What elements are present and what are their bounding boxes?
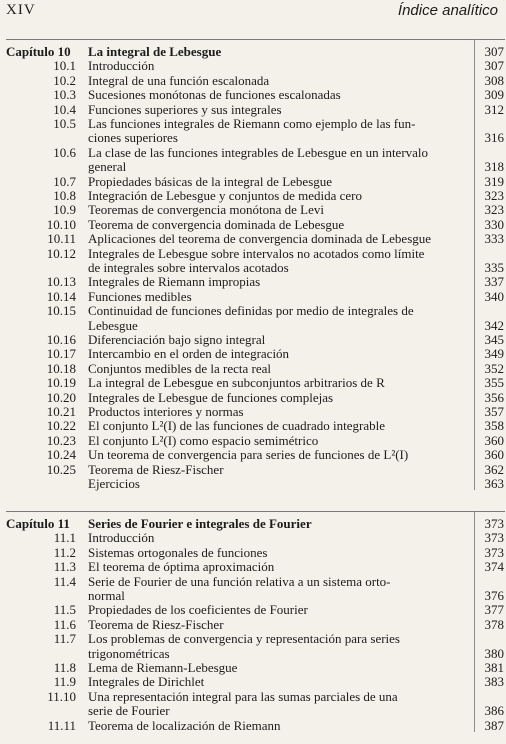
section-number: 10.23: [46, 432, 76, 448]
section-number: 10.11: [47, 231, 76, 247]
section-number: 10.18: [46, 360, 76, 376]
section-title: La integral de Lebesgue en subconjuntos arbitrarios de R: [88, 375, 385, 391]
section-title: Integrales de Lebesgue de funciones complejas: [88, 389, 334, 405]
section-page: 373: [484, 544, 504, 560]
section-number: 10.14: [46, 288, 76, 304]
section-number: 10.10: [46, 216, 76, 232]
section-page: 378: [484, 616, 504, 632]
section-number: 10.20: [46, 389, 76, 405]
section-page: 387: [484, 717, 504, 733]
chapter-title: Series de Fourier e integrales de Fourier: [88, 516, 312, 531]
section-number: 10.19: [46, 375, 76, 391]
section-number: 10.5: [53, 116, 76, 131]
section-page: 380: [484, 645, 504, 661]
section-title: Funciones medibles: [88, 288, 192, 304]
section-title: Integrales de Dirichlet: [88, 674, 205, 690]
chapter-rule: [6, 511, 505, 512]
section-title: Serie de Fourier de una función relativa a un sistema orto-: [88, 573, 391, 589]
section-number: 11.9: [53, 674, 76, 690]
section-number: 10.22: [46, 418, 76, 434]
section-page: 312: [484, 101, 504, 117]
section-number: 10.6: [53, 144, 76, 160]
section-page: 363: [484, 476, 504, 491]
page-column-rule: [474, 511, 475, 732]
section-title: Propiedades básicas de la integral de Lebesgue: [88, 173, 333, 189]
section-page: 340: [484, 288, 504, 304]
section-title: El conjunto L²(I) de las funciones de cuadrado integrable: [88, 418, 386, 434]
section-title: Teorema de Riesz-Fischer: [88, 461, 224, 477]
section-page: 349: [484, 346, 504, 362]
section-title: Introducción: [88, 530, 155, 546]
section-page: 373: [484, 530, 504, 546]
section-page: 352: [484, 360, 504, 376]
section-title: Sucesiones monótonas de funciones escalonadas: [88, 87, 341, 103]
section-page: 307: [484, 58, 504, 74]
section-number: 10.2: [53, 72, 76, 88]
section-title: Integral de una función escalonada: [88, 72, 270, 88]
section-number: 10.3: [53, 87, 76, 103]
section-title: Teoremas de convergencia monótona de Levi: [88, 202, 325, 218]
section-title: Teorema de convergencia dominada de Lebesgue: [88, 216, 345, 232]
section-title: Conjuntos medibles de la recta real: [88, 360, 272, 376]
section-number: 11.8: [53, 660, 76, 675]
section-title: Propiedades de los coeficientes de Fourier: [88, 602, 308, 618]
section-page: 330: [484, 216, 504, 232]
section-page: 323: [484, 188, 504, 203]
section-title: Aplicaciones del teorema de convergencia dominada de Lebesgue: [88, 231, 432, 247]
section-title: La clase de las funciones integrables de Lebesgue en un intervalo: [88, 144, 429, 160]
section-title: Integrales de Riemann impropias: [88, 274, 261, 290]
section-title: serie de Fourier: [88, 703, 170, 719]
section-page: 362: [484, 461, 504, 477]
section-number: 11.5: [53, 602, 76, 618]
section-page: 308: [484, 72, 504, 88]
section-number: 10.21: [46, 404, 76, 419]
section-title: Una representación integral para las sumas parciales de una: [88, 688, 398, 704]
section-number: 10.17: [46, 346, 76, 362]
section-page: 374: [484, 559, 504, 575]
section-number: 10.8: [53, 188, 76, 203]
chapter-label: Capítulo 11: [6, 516, 70, 531]
section-number: 11.1: [53, 530, 76, 546]
section-number: 11.3: [53, 559, 76, 575]
section-title: Ejercicios: [88, 476, 140, 491]
section-title: Integración de Lebesgue y conjuntos de medida cero: [88, 188, 362, 203]
chapter-title: La integral de Lebesgue: [88, 44, 222, 59]
section-page: 337: [484, 274, 504, 290]
section-title: Teorema de Riesz-Fischer: [88, 616, 224, 632]
section-number: 10.12: [46, 245, 76, 261]
section-title: Diferenciación bajo signo integral: [88, 332, 266, 347]
section-page: 319: [484, 173, 504, 189]
section-title: El conjunto L²(I) como espacio semimétrico: [88, 432, 319, 448]
toc-entry: [0, 718, 506, 734]
section-title: Sistemas ortogonales de funciones: [88, 544, 268, 560]
section-title: Teorema de localización de Riemann: [88, 717, 281, 733]
section-title: Productos interiores y normas: [88, 404, 244, 419]
section-title: El teorema de óptima aproximación: [88, 559, 275, 575]
section-title: Lebesgue: [88, 317, 138, 333]
section-number: 10.13: [46, 274, 76, 290]
section-number: 11.10: [47, 688, 76, 704]
section-page: 309: [484, 87, 504, 103]
section-title: Lema de Riemann-Lebesgue: [88, 660, 238, 675]
section-page: 360: [484, 432, 504, 448]
section-number: 10.25: [46, 461, 76, 477]
section-page: 335: [484, 260, 504, 275]
section-number: 10.4: [53, 101, 76, 117]
section-number: 10.7: [53, 173, 76, 189]
chapter-rule: [6, 39, 505, 40]
section-page: 355: [484, 375, 504, 391]
toc-entry: [0, 476, 506, 492]
section-page: 358: [484, 418, 504, 434]
section-page: 376: [484, 588, 504, 603]
section-title: Integrales de Lebesgue sobre intervalos no acotados como límite: [88, 245, 425, 261]
section-page: 360: [484, 447, 504, 463]
section-page: 383: [484, 674, 504, 690]
section-title: Las funciones integrales de Riemann como ejemplo de las fun-: [88, 116, 416, 131]
section-page: 316: [484, 130, 504, 146]
section-page: 323: [484, 202, 504, 218]
section-number: 11.2: [53, 544, 76, 560]
section-title: Intercambio en el orden de integración: [88, 346, 290, 362]
section-number: 11.7: [53, 631, 76, 647]
section-number: 10.15: [46, 303, 76, 319]
section-number: 10.1: [53, 58, 76, 74]
section-number: 10.24: [46, 447, 76, 463]
running-title: Índice analítico: [397, 2, 498, 19]
section-title: Funciones superiores y sus integrales: [88, 101, 282, 117]
section-title: Introducción: [88, 58, 155, 74]
chapter-page: 307: [484, 44, 504, 59]
chapter-page: 373: [484, 516, 504, 531]
section-number: 11.6: [53, 616, 76, 632]
section-page: 342: [484, 317, 504, 333]
section-title: Los problemas de convergencia y representación para series: [88, 631, 400, 647]
section-title: general: [88, 159, 127, 175]
section-page: 333: [484, 231, 504, 247]
section-page: 345: [484, 332, 504, 347]
section-number: 10.9: [53, 202, 76, 218]
section-page: 357: [484, 404, 504, 419]
page-number: XIV: [6, 2, 36, 18]
section-page: 377: [484, 602, 504, 618]
section-number: 11.4: [53, 573, 76, 589]
section-title: de integrales sobre intervalos acotados: [88, 260, 289, 275]
section-page: 318: [484, 159, 504, 175]
section-number: 11.11: [47, 717, 76, 733]
page-column-rule: [474, 39, 475, 490]
section-title: normal: [88, 588, 125, 603]
section-title: Continuidad de funciones definidas por medio de integrales de: [88, 303, 414, 319]
chapter-label: Capítulo 10: [6, 44, 71, 59]
section-title: Un teorema de convergencia para series de funciones de L²(I): [88, 447, 409, 463]
section-page: 356: [484, 389, 504, 405]
section-page: 386: [484, 703, 504, 719]
section-number: 10.16: [46, 332, 76, 347]
section-title: ciones superiores: [88, 130, 178, 146]
section-title: trigonométricas: [88, 645, 170, 661]
section-page: 381: [484, 660, 504, 675]
